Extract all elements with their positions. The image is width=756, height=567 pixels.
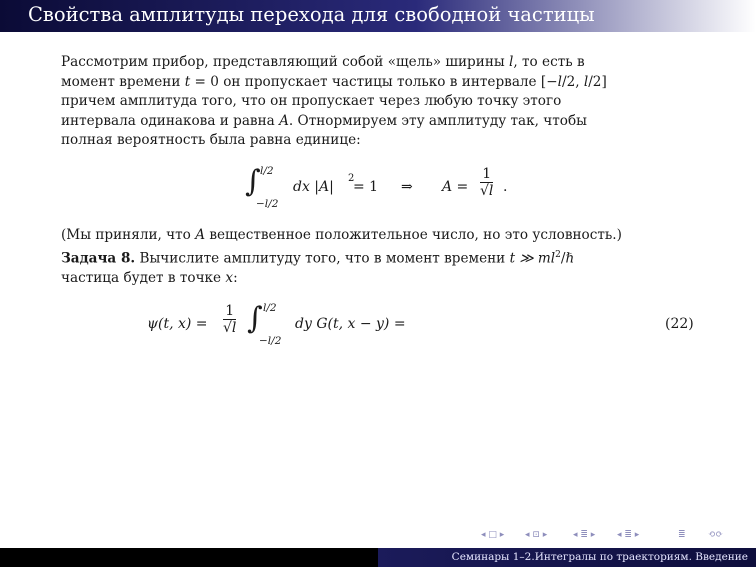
fraction-numerator: 1	[223, 303, 236, 320]
math-var: t	[184, 73, 191, 90]
footer-text: Семинары 1–2.Интегралы по траекториям. Введение	[451, 551, 748, 563]
text: Вычислите амплитуду того, что в момент времени	[135, 250, 510, 267]
fraction-denominator: √l	[223, 320, 237, 336]
math-var: A	[195, 227, 206, 243]
fraction	[480, 166, 493, 199]
period: .	[503, 179, 508, 195]
exponent: 2	[348, 173, 355, 184]
nav-section-icon[interactable]: ◂ ≣ ▸	[573, 530, 596, 540]
text: Рассмотрим прибор, представляющий собой «щель» ширины	[61, 54, 510, 70]
exponent: 2	[555, 249, 561, 260]
text: причем амплитуда того, что он пропускает через любую точку этого	[61, 93, 562, 109]
text: :	[233, 269, 238, 286]
text: /2]	[588, 73, 607, 90]
nav-frame-icon[interactable]: ◂ □ ▸	[481, 530, 505, 540]
integral-lower-limit: −l/2	[256, 198, 279, 210]
integral-sign: ∫	[245, 164, 261, 199]
nav-subsection-icon[interactable]: ◂ ⊡ ▸	[525, 530, 548, 540]
text: момент времени	[61, 73, 185, 90]
math-var: l	[557, 73, 562, 90]
equation-22	[147, 302, 707, 350]
text: интервала одинакова и равна	[61, 112, 280, 129]
task-label: Задача 8.	[61, 250, 136, 267]
text: /2,	[561, 73, 584, 90]
text: = 0 он пропускает частицы только в интервале [−	[190, 73, 558, 90]
slide-title: Свойства амплитуды перехода для свободной частицы	[28, 3, 595, 26]
footer-right	[378, 548, 756, 567]
fraction-numerator: 1	[480, 166, 493, 183]
paragraph-task	[61, 226, 701, 288]
title-bar	[0, 0, 756, 32]
integral-upper-limit: l/2	[263, 302, 277, 314]
result-lhs: A =	[442, 179, 469, 195]
paragraph-intro	[61, 53, 701, 151]
math-var: x	[225, 269, 234, 286]
nav-subsection2-icon[interactable]: ◂ ≣ ▸	[617, 530, 640, 540]
implies-arrow: ⇒	[401, 179, 413, 195]
integral-upper-limit: l/2	[260, 165, 274, 177]
math-var: l	[583, 73, 589, 90]
text: /ℏ	[560, 250, 575, 267]
math-var: t ≫ ml	[509, 250, 556, 267]
text: полная вероятность была равна единице:	[61, 132, 361, 148]
fraction	[223, 303, 236, 336]
equals-one: = 1	[353, 179, 379, 195]
integral-lower-limit: −l/2	[259, 335, 282, 347]
slide-body-2	[61, 226, 701, 288]
math-var: A	[279, 112, 289, 129]
integrand: dx |A|	[293, 179, 334, 195]
integrand: dy G(t, x − y) =	[295, 316, 406, 332]
integral-sign: ∫	[247, 301, 263, 336]
fraction-denominator: √l	[480, 183, 494, 199]
text: . Отнормируем эту амплитуду так, чтобы	[288, 112, 587, 129]
equation-number: (22)	[665, 316, 694, 332]
text: (Мы приняли, что	[61, 227, 196, 243]
nav-align-icon[interactable]: ≣	[678, 530, 686, 540]
footer-bar	[0, 548, 756, 567]
slide-body	[61, 53, 701, 151]
text: вещественное положительное число, но это условность.)	[205, 227, 622, 243]
psi-lhs: ψ(t, x) =	[147, 316, 208, 332]
text: частица будет в точке	[61, 269, 226, 286]
text: , то есть в	[513, 54, 585, 70]
nav-search-icon[interactable]: ⟲⟳	[708, 530, 724, 540]
math-var: l	[509, 54, 514, 70]
footer-left	[0, 548, 378, 567]
